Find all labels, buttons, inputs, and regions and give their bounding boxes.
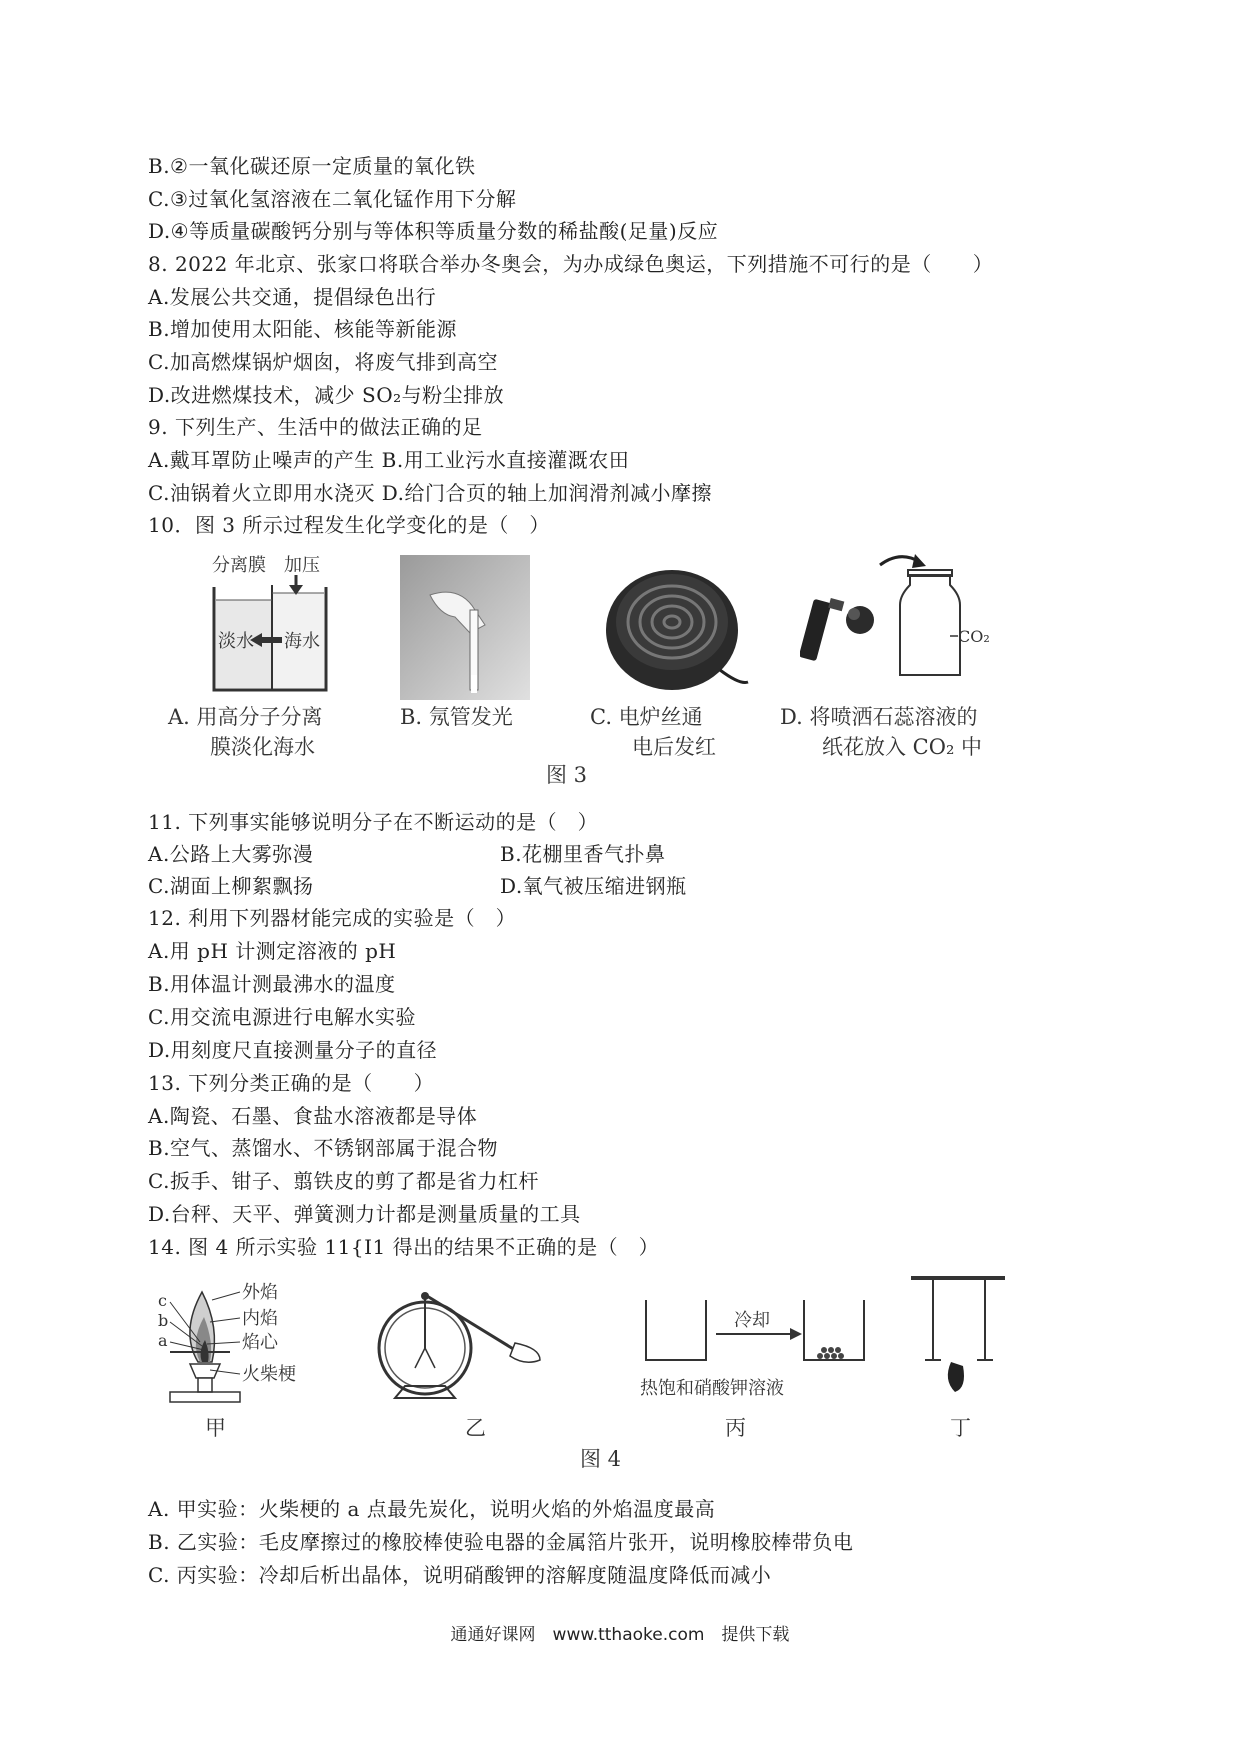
option-11b: B.花棚里香气扑鼻 xyxy=(500,842,666,866)
text-line: C.③过氧化氢溶液在二氧化锰作用下分解 xyxy=(148,187,517,211)
membrane-label: 分离膜 xyxy=(212,555,266,576)
figure-4-panel-bing xyxy=(640,1290,880,1410)
option-11a: A.公路上大雾弥漫 xyxy=(148,842,314,866)
question-10-stem: 10．图 3 所示过程发生化学变化的是（ ） xyxy=(148,513,550,537)
question-13-stem: 13. 下列分类正确的是（ ） xyxy=(148,1071,435,1095)
question-11-stem: 11. 下列事实能够说明分子在不断运动的是（ ） xyxy=(148,810,599,834)
fig4-label-yi: 乙 xyxy=(465,1416,486,1440)
option-8c: C.加高燃煤锅炉烟囱，将废气排到高空 xyxy=(148,350,498,374)
fig4-label-bing: 丙 xyxy=(725,1416,746,1440)
option-14b: B. 乙实验：毛皮摩擦过的橡胶棒使验电器的金属箔片张开，说明橡胶棒带负电 xyxy=(148,1530,854,1554)
question-9-stem: 9. 下列生产、生活中的做法正确的足 xyxy=(148,415,483,439)
figure-4-panel-jia xyxy=(150,1282,320,1422)
figure-3-panel-c xyxy=(600,560,750,695)
outer-flame-label: 外焰 xyxy=(242,1282,278,1303)
option-12a: A.用 pH 计测定溶液的 pH xyxy=(148,939,397,963)
option-11c: C.湖面上柳絮飘扬 xyxy=(148,874,314,898)
figure-3-panel-d xyxy=(800,540,1000,690)
option-8b: B.增加使用太阳能、核能等新能源 xyxy=(148,317,458,341)
solution-label: 热饱和硝酸钾溶液 xyxy=(640,1378,784,1399)
fig3-caption-d1: D. 将喷洒石蕊溶液的 xyxy=(780,705,978,729)
figure-4-title: 图 4 xyxy=(580,1447,622,1471)
co2-label: CO₂ xyxy=(958,627,990,646)
fig4-label-jia: 甲 xyxy=(205,1416,226,1440)
inner-flame-label: 内焰 xyxy=(242,1308,278,1329)
text-line: B.②一氧化碳还原一定质量的氧化铁 xyxy=(148,154,476,178)
figure-3-title: 图 3 xyxy=(546,763,588,787)
option-13a: A.陶瓷、石墨、食盐水溶液都是导体 xyxy=(148,1104,478,1128)
option-13d: D.台秤、天平、弹簧测力计都是测量质量的工具 xyxy=(148,1202,581,1226)
fig4-label-ding: 丁 xyxy=(950,1416,971,1440)
pressure-label: 加压 xyxy=(284,555,320,576)
option-13c: C.扳手、钳子、翦铁皮的剪了都是省力杠杆 xyxy=(148,1169,539,1193)
page-footer: 通通好课网 www.tthaoke.com 提供下载 xyxy=(450,1625,790,1645)
option-9cd: C.油锅着火立即用水浇灭 D.给门合页的轴上加润滑剂减小摩擦 xyxy=(148,481,712,505)
label-a: a xyxy=(158,1331,168,1350)
cool-label: 冷却 xyxy=(734,1310,770,1331)
option-8d: D.改进燃煤技术，减少 SO₂与粉尘排放 xyxy=(148,383,505,407)
fig3-caption-b1: B. 氖管发光 xyxy=(400,705,513,729)
option-12c: C.用交流电源进行电解水实验 xyxy=(148,1005,416,1029)
option-8a: A.发展公共交通，提倡绿色出行 xyxy=(148,285,437,309)
option-13b: B.空气、蒸馏水、不锈钢部属于混合物 xyxy=(148,1136,499,1160)
option-14c: C. 丙实验：冷却后析出晶体，说明硝酸钾的溶解度随温度降低而减小 xyxy=(148,1563,772,1587)
text-line: D.④等质量碳酸钙分别与等体积等质量分数的稀盐酸(足量)反应 xyxy=(148,219,719,243)
label-c: c xyxy=(158,1291,167,1310)
option-14a: A. 甲实验：火柴梗的 a 点最先炭化，说明火焰的外焰温度最高 xyxy=(148,1497,716,1521)
fresh-water-label: 淡水 xyxy=(218,631,254,652)
option-11d: D.氧气被压缩进钢瓶 xyxy=(500,874,687,898)
figure-4-panel-ding xyxy=(905,1270,1015,1400)
option-12b: B.用体温计测最沸水的温度 xyxy=(148,972,396,996)
question-8-stem: 8. 2022 年北京、张家口将联合举办冬奥会，为办成绿色奥运，下列措施不可行的是（ ） xyxy=(148,252,994,276)
option-9ab: A.戴耳罩防止噪声的产生 B.用工业污水直接灌溉农田 xyxy=(148,448,630,472)
figure-3-panel-a xyxy=(200,555,340,695)
figure-4-panel-yi xyxy=(365,1288,575,1408)
seawater-label: 海水 xyxy=(284,631,320,652)
fig3-caption-a2: 膜淡化海水 xyxy=(210,735,315,759)
fig3-caption-c2: 电后发红 xyxy=(632,735,716,759)
option-12d: D.用刻度尺直接测量分子的直径 xyxy=(148,1038,438,1062)
fig3-caption-c1: C. 电炉丝通 xyxy=(590,705,703,729)
question-12-stem: 12. 利用下列器材能完成的实验是（ ） xyxy=(148,906,517,930)
figure-3-panel-b xyxy=(400,555,530,705)
label-b: b xyxy=(158,1311,169,1330)
match-stick-label: 火柴梗 xyxy=(242,1364,296,1385)
question-14-stem: 14. 图 4 所示实验 11{I1 得出的结果不正确的是（ ） xyxy=(148,1235,660,1259)
fig3-caption-d2: 纸花放入 CO₂ 中 xyxy=(822,735,983,759)
fig3-caption-a1: A. 用高分子分离 xyxy=(168,705,323,729)
flame-core-label: 焰心 xyxy=(242,1332,278,1353)
